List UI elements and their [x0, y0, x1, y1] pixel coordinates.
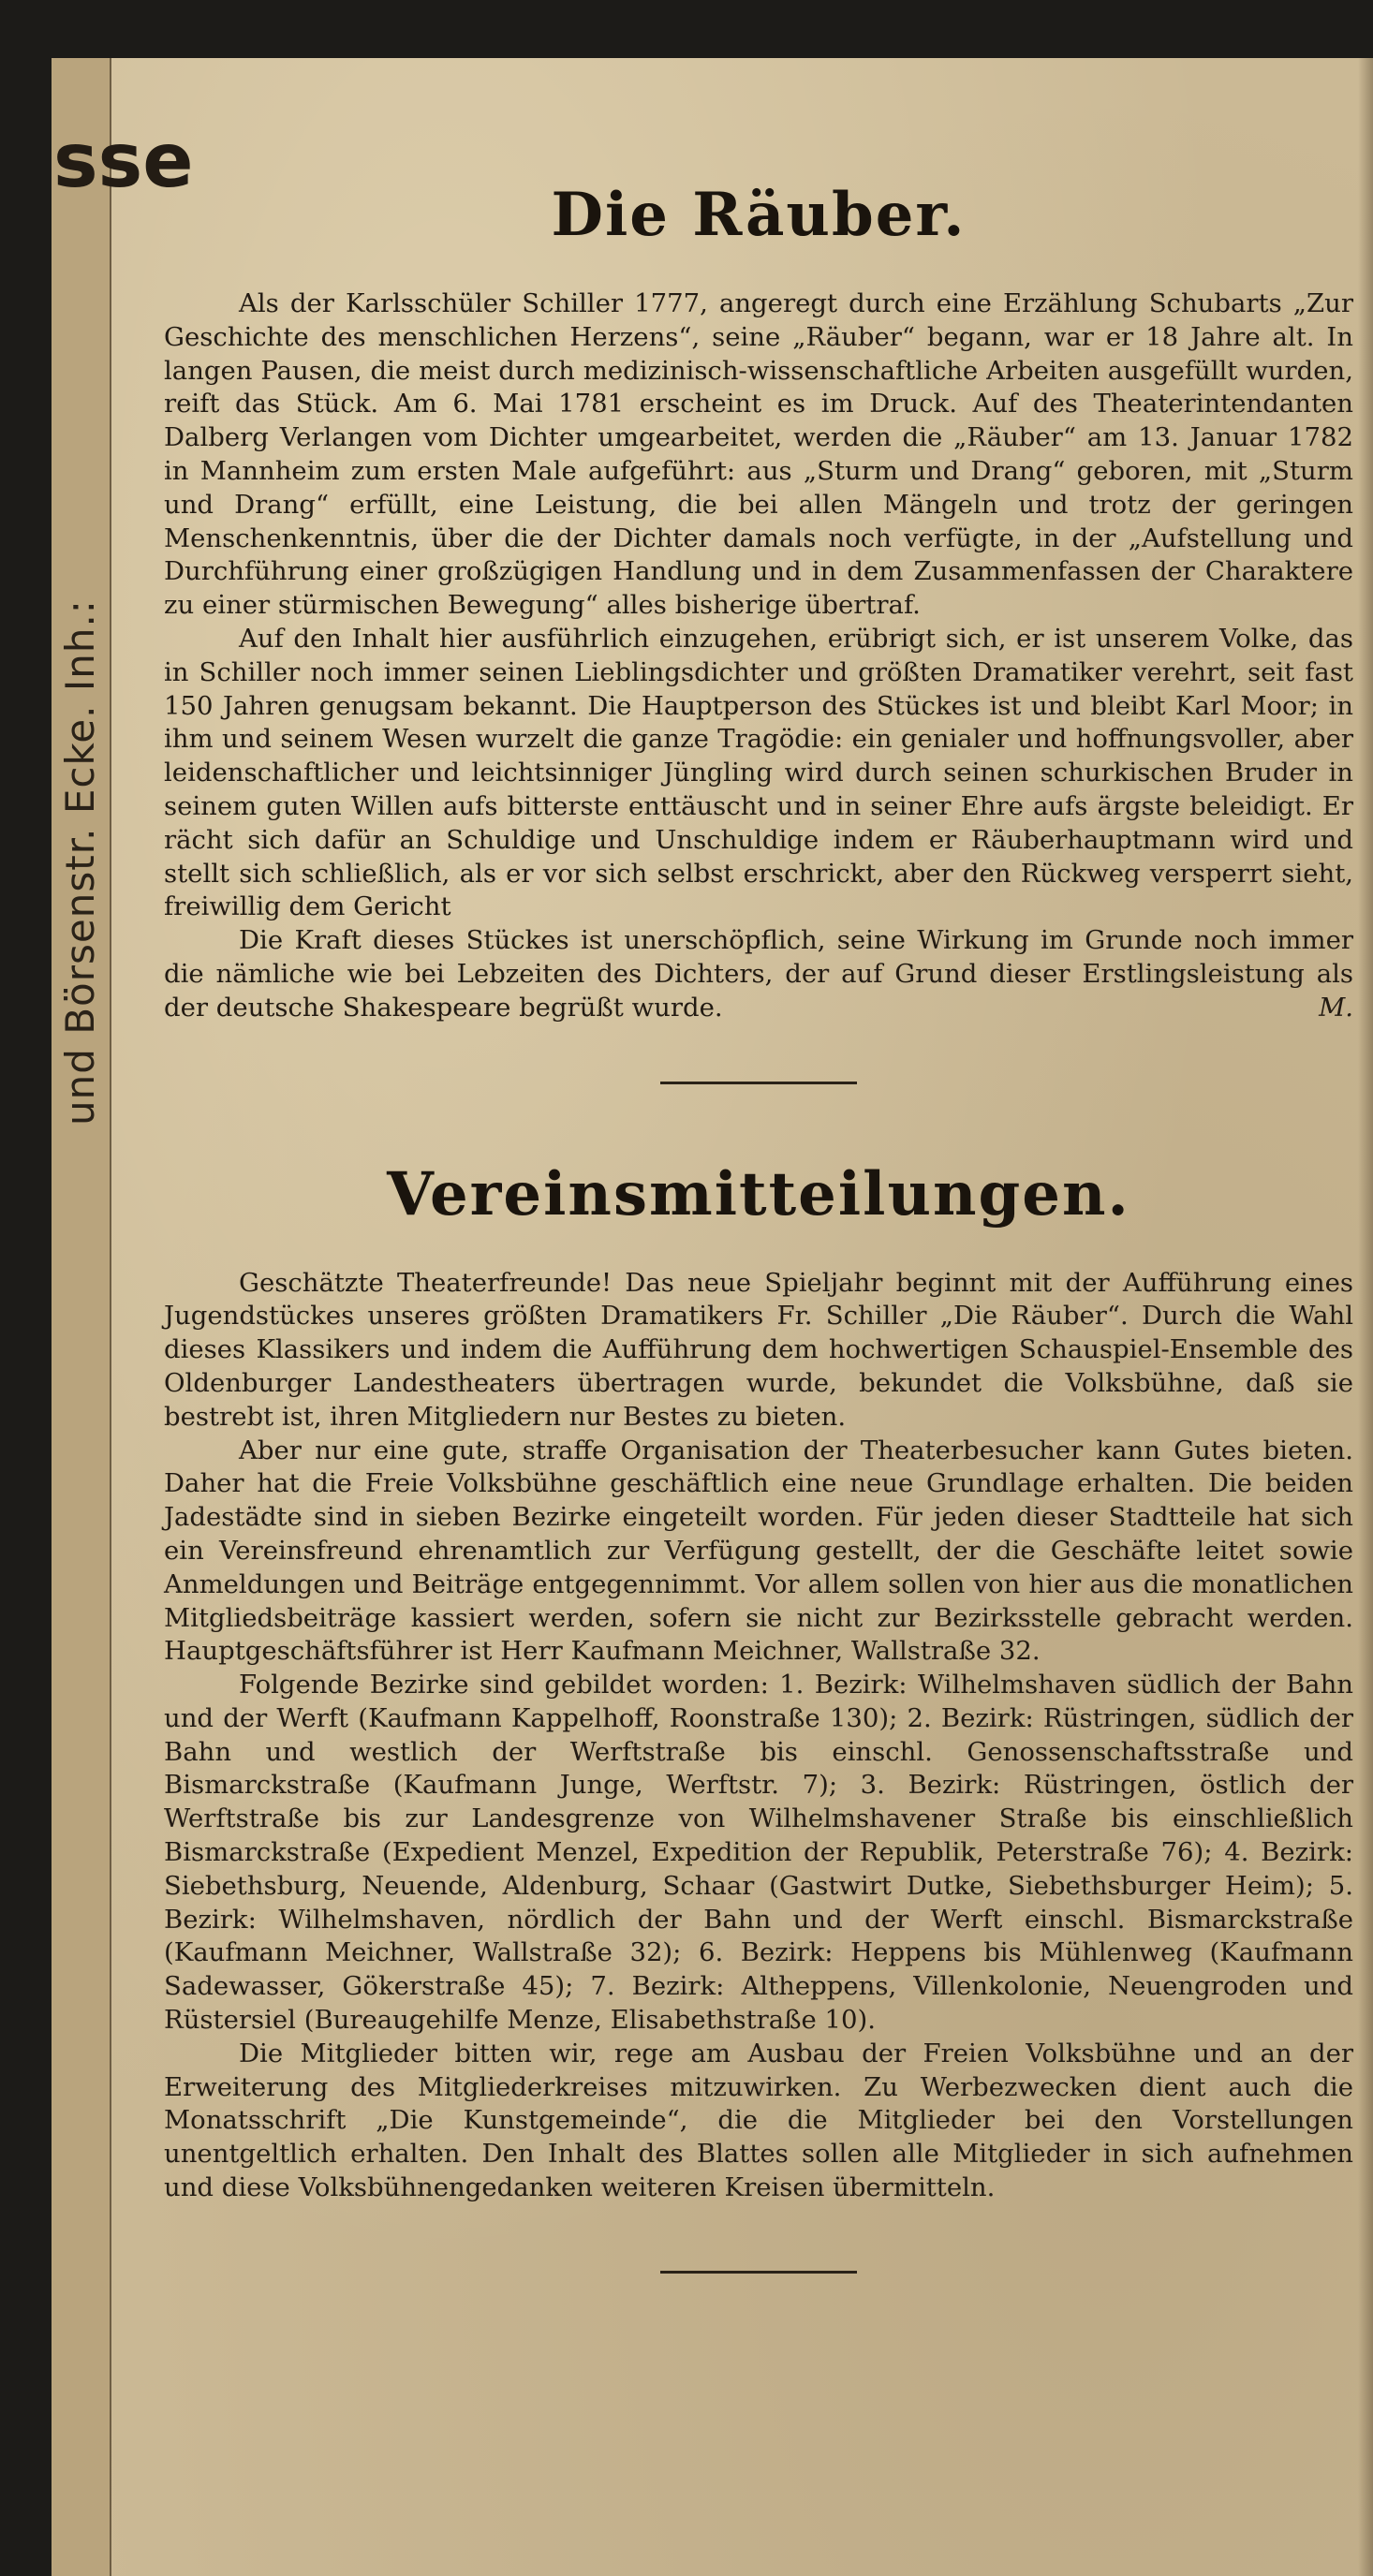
- article1-paragraph: Als der Karlsschüler Schiller 1777, angeregt durch eine Erzählung Schubarts „Zur Geschichte des menschlichen Herzens“, seine „Räuber“ begann, war er 18 Jahre alt. In langen Pausen, die meist durch medizinisch-wissenschaftliche Arbeiten ausgefüllt wurden, reift das Stück. Am 6. Mai 1781 erscheint es im Druck. Auf des Theaterintendanten Dalberg Verlangen vom Dichter umgearbeitet, werden die „Räuber“ am 13. Januar 1782 in Mannheim zum ersten Male aufgeführt: aus „Sturm und Drang“ geboren, mit „Sturm und Drang“ erfüllt, eine Leistung, die bei allen Mängeln und trotz der geringen Menschenkenntnis, über die der Dichter damals noch verfügte, in der „Aufstellung und Durchführung einer großzügigen Handlung und in dem Zusammenfassen der Charaktere zu einer stürmischen Bewegung“ alles bisherige übertraf.: [164, 288, 1353, 621]
- page-edge-shadow: [1358, 58, 1373, 2576]
- article2-paragraph: Geschätzte Theaterfreunde! Das neue Spieljahr beginnt mit der Aufführung eines Jugendstückes unseres größten Dramatikers Fr. Schiller „Die Räuber“. Durch die Wahl dieses Klassikers und indem die Aufführung dem hochwertigen Schauspiel-Ensemble des Oldenburger Landestheaters übertragen wurde, bekundet die Volksbühne, daß sie bestrebt ist, ihren Mitgliedern nur Bestes zu bieten.: [164, 1267, 1353, 1432]
- section-divider: [660, 1082, 857, 1084]
- article2-paragraph: Die Mitglieder bitten wir, rege am Ausbau der Freien Volksbühne und an der Erweiterung des Mitgliederkreises mitzuwirken. Zu Werbezwecken dient auch die Monatsschrift „Die Kunstgemeinde“, die die Mitglieder bei den Vorstellungen unentgeltlich erhalten. Den Inhalt des Blattes sollen alle Mitglieder in sich aufnehmen und diese Volksbühnengedanken weiteren Kreisen übermitteln.: [164, 2038, 1353, 2203]
- article1-signature: M.: [1319, 992, 1353, 1023]
- article2-title: Vereinsmitteilungen.: [387, 1158, 1130, 1229]
- newspaper-page: [52, 58, 1373, 2576]
- side-strip-vertical-text: und Börsenstr. Ecke. Inh.:: [57, 599, 103, 1126]
- article1-paragraph: [164, 924, 1353, 1024]
- page-content: [164, 133, 1353, 2274]
- article1-last-paragraph-text: Die Kraft dieses Stückes ist unerschöpflich, seine Wirkung im Grunde noch immer die nämliche wie bei Lebzeiten des Dichters, der auf Grund dieser Erstlingsleistung als der deutsche Shakespeare begrüßt wurde.: [164, 925, 1353, 1023]
- article1-paragraph: Auf den Inhalt hier ausführlich einzugehen, erübrigt sich, er ist unserem Volke, das in Schiller noch immer seinen Lieblingsdichter und größten Dramatiker verehrt, seit fast 150 Jahren genugsam bekannt. Die Hauptperson des Stückes ist und bleibt Karl Moor; in ihm und seinem Wesen wurzelt die ganze Tragödie: ein genialer und hoffnungsvoller, aber leidenschaftlicher und leichtsinniger Jüngling wird durch seinen schurkischen Bruder in seinem guten Willen aufs bitterste enttäuscht und in seiner Ehre aufs ärgste beleidigt. Er rächt sich dafür an Schuldige und Unschuldige indem er Räuberhauptmann wird und stellt sich schließlich, als er vor sich selbst erschrickt, aber den Rückweg versperrt sieht, freiwillig dem Gericht: [164, 623, 1353, 922]
- binding-margin-strip: [52, 58, 194, 2576]
- article2-paragraph: Aber nur eine gute, straffe Organisation der Theaterbesucher kann Gutes bieten. Daher hat die Freie Volksbühne geschäftlich eine neue Grundlage erhalten. Die beiden Jadestädte sind in sieben Bezirke eingeteilt worden. Für jeden dieser Stadtteile hat sich ein Vereinsfreund ehrenamtlich zur Verfügung gestellt, der die Geschäfte leitet sowie Anmeldungen und Beiträge entgegennimmt. Vor allem sollen von hier aus die monatlichen Mitgliedsbeiträge kassiert werden, sofern sie nicht zur Bezirksstelle gebracht werden. Hauptgeschäftsführer ist Herr Kaufmann Meichner, Wallstraße 32.: [164, 1435, 1353, 1667]
- side-strip-fragment: sse: [53, 117, 194, 204]
- article1-title: Die Räuber.: [551, 180, 967, 250]
- end-divider: [660, 2271, 857, 2274]
- article2-paragraph: Folgende Bezirke sind gebildet worden: 1. Bezirk: Wilhelmshaven südlich der Bahn und der Werft (Kaufmann Kappelhoff, Roonstraße 130); 2. Bezirk: Rüstringen, südlich der Bahn und westlich der Werftstraße bis einschl. Genossenschaftsstraße und Bismarckstraße (Kaufmann Junge, Werftstr. 7); 3. Bezirk: Rüstringen, östlich der Werftstraße bis zur Landesgrenze von Wilhelmshavener Straße bis einschließlich Bismarckstraße (Expedient Menzel, Expedition der Republik, Peterstraße 76); 4. Bezirk: Siebethsburg, Neuende, Aldenburg, Schaar (Gastwirt Dutke, Siebethsburger Heim); 5. Bezirk: Wilhelmshaven, nördlich der Bahn und der Werft einschl. Bismarckstraße (Kaufmann Meichner, Wallstraße 32); 6. Bezirk: Heppens bis Mühlenweg (Kaufmann Sadewasser, Gökerstraße 45); 7. Bezirk: Altheppens, Villenkolonie, Neuengroden und Rüstersiel (Bureaugehilfe Menze, Elisabethstraße 10).: [164, 1670, 1353, 2036]
